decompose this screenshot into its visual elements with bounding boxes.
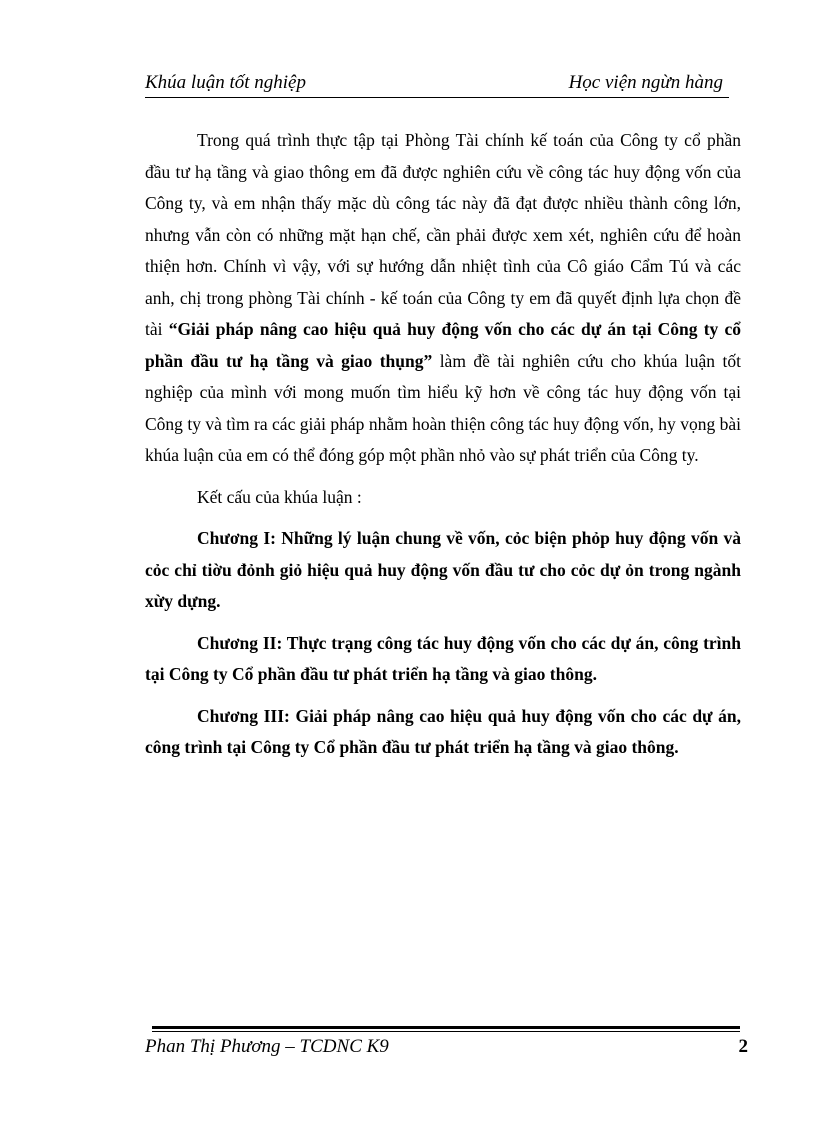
header-thesis-label: Khúa luận tốt nghiệp bbox=[145, 72, 306, 93]
thesis-title: “Giải pháp nâng cao hiệu quả huy động vốn cho các dự án tại Công ty cổ phần đầu tư hạ tầng và giao thụng” bbox=[145, 319, 741, 371]
chapter-1: Chương I: Những lý luận chung về vốn, cỏc biện phỏp huy động vốn và cỏc chỉ tiờu đỏnh giỏ hiệu quả huy động vốn đầu tư cho cỏc dự ỏn trong ngành xừy dựng. bbox=[145, 528, 741, 611]
intro-text-part2: làm đề tài nghiên cứu cho khúa luận tốt nghiệp của mình với mong muốn tìm hiểu kỹ hơn về công tác huy động vốn tại Công ty và tìm ra các giải pháp nhằm hoàn thiện công tác huy động vốn, hy vọng bài khúa luận của em có thể đóng góp một phần nhỏ vào sự phát triển của Công ty. bbox=[145, 350, 741, 465]
page-header bbox=[145, 72, 723, 98]
intro-text-part1: Trong quá trình thực tập tại Phòng Tài chính kế toán của Công ty cổ phần đầu tư hạ tầng và giao thông em đã được nghiên cứu về công tác huy động vốn của Công ty, và em nhận thấy mặc dù công tác này đã đạt được nhiều thành công lớn, nhưng vẫn còn có những mặt hạn chế, cần phải được xem xét, nghiên cứu để hoàn thiện hơn. Chính vì vậy, với sự hướng dẫn nhiệt tình của Cô giáo Cẩm Tú và các anh, chị trong phòng Tài chính - kế toán của Công ty em đã quyết định lựa chọn đề tài bbox=[145, 130, 741, 339]
structure-heading: Kết cấu của khúa luận : bbox=[197, 486, 362, 507]
page-footer bbox=[145, 1036, 748, 1062]
footer-divider-thick bbox=[152, 1026, 740, 1029]
page-body bbox=[145, 125, 741, 764]
chapter-3: Chương III: Giải pháp nâng cao hiệu quả huy động vốn cho các dự án, công trình tại Công ty Cổ phần đầu tư phát triển hạ tầng và giao thông. bbox=[145, 705, 741, 757]
header-institution-label: Học viện ngừn hàng bbox=[568, 72, 723, 93]
footer-author: Phan Thị Phương – TCDNC K9 bbox=[145, 1036, 389, 1057]
header-divider bbox=[145, 97, 729, 98]
footer-divider-thin bbox=[152, 1031, 740, 1032]
chapter-2: Chương II: Thực trạng công tác huy động vốn cho các dự án, công trình tại Công ty Cổ phần đầu tư phát triển hạ tầng và giao thông. bbox=[145, 632, 741, 684]
page-number: 2 bbox=[738, 1036, 748, 1057]
intro-paragraph bbox=[145, 125, 741, 472]
